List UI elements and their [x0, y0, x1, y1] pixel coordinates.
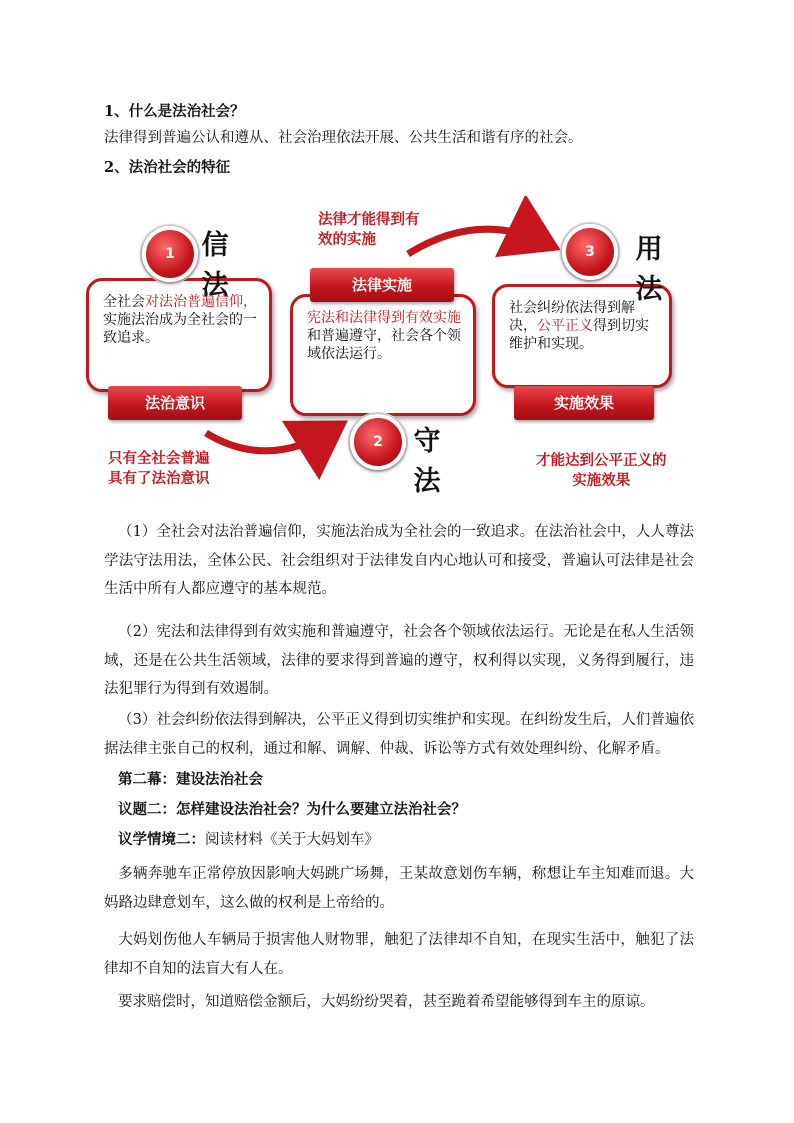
- question-2-title: 2、法治社会的特征: [104, 159, 231, 176]
- topic-heading: 议题二：怎样建设法治社会？为什么要建立法治社会？: [118, 801, 466, 818]
- calligraphy-abide: 守 法: [413, 426, 441, 497]
- box3-text-red: 公平正义: [537, 318, 593, 334]
- box3-text-pre: 社会纠纷依法得到解决，: [509, 300, 635, 334]
- box3-text-post: 得到切实维护和实现。: [509, 318, 649, 352]
- box1-text-red: 对法治普遍信仰，: [145, 294, 257, 310]
- question-1-title: 1、什么是法治社会？: [104, 103, 245, 120]
- story-paragraph-2: 大妈划伤他人车辆局于损害他人财物罪，触犯了法律却不自知，在现实生活中，触犯了法律却不自知的法盲大有人在。: [104, 932, 694, 977]
- box2-text-post: 和普遍遵守，社会各个领域依法运行。: [307, 328, 461, 362]
- situation-label: 议学情境二：: [118, 831, 205, 848]
- paragraph-3: （3）社会纠纷依法得到解决，公平正义得到切实维护和实现。在纠纷发生后，人们普遍依据法律主张自己的权利，通过和解、调解、仲裁、诉讼等方式有效处理纠纷、化解矛盾。: [104, 712, 694, 757]
- callout-1: 只有全社会普遍 具有了法治意识: [108, 451, 210, 487]
- number-badge-1: 1: [142, 226, 198, 282]
- calligraphy-use: 用 法: [635, 234, 663, 305]
- story-paragraph-3: 要求赔偿时，知道赔偿金额后，大妈纷纷哭着，甚至跪着希望能够得到车主的原谅。: [118, 994, 655, 1010]
- banner-rule-of-law-awareness: 法治意识: [108, 386, 242, 420]
- rule-of-law-society-features-diagram: [78, 196, 718, 516]
- calligraphy-trust: 信 法: [201, 230, 229, 301]
- paragraph-2: （2）宪法和法律得到有效实施和普遍遵守，社会各个领域依法运行。无论是在私人生活领域，还是在公共生活领域，法律的要求得到普遍的遵守，权利得以实现，义务得到履行，违法犯罪行为得到有效遏制。: [104, 624, 694, 697]
- box-abide-law: [290, 294, 476, 416]
- arrow-1-to-2: [206, 428, 336, 451]
- banner-law-implementation: 法律实施: [310, 268, 454, 302]
- number-badge-3: 3: [562, 224, 618, 280]
- situation-text: 阅读材料《关于大妈划车》: [205, 832, 379, 848]
- paragraph-1: （1）全社会对法治普遍信仰，实施法治成为全社会的一致追求。在法治社会中，人人尊法学法守法用法，全体公民、社会组织对于法律发自内心地认可和接受，普遍认可法律是社会生活中所有人都应遵守的基本规范。: [104, 524, 694, 597]
- banner-implementation-effect: 实施效果: [514, 386, 654, 420]
- question-1-answer: 法律得到普遍公认和遵从、社会治理依法开展、公共生活和谐有序的社会。: [104, 130, 583, 146]
- box1-text-post: 实施法治成为全社会的一致追求。: [103, 312, 257, 346]
- box-trust-law: [86, 278, 272, 392]
- section-heading: 第二幕：建设法治社会: [118, 771, 263, 788]
- callout-3: 才能达到公平正义的 实施效果: [536, 453, 667, 489]
- box2-text-red: 宪法和法律得到有效实施: [307, 310, 461, 326]
- story-paragraph-1: 多辆奔驰车正常停放因影响大妈跳广场舞，王某故意划伤车辆，称想让车主知难而退。大妈路边肆意划车，这么做的权利是上帝给的。: [104, 866, 694, 911]
- number-badge-2: 2: [350, 414, 406, 470]
- callout-2: 法律才能得到有 效的实施: [318, 212, 420, 248]
- situation-line: [118, 830, 379, 850]
- box1-text-pre: 全社会: [103, 294, 145, 310]
- arrow-2-to-3: [408, 229, 548, 254]
